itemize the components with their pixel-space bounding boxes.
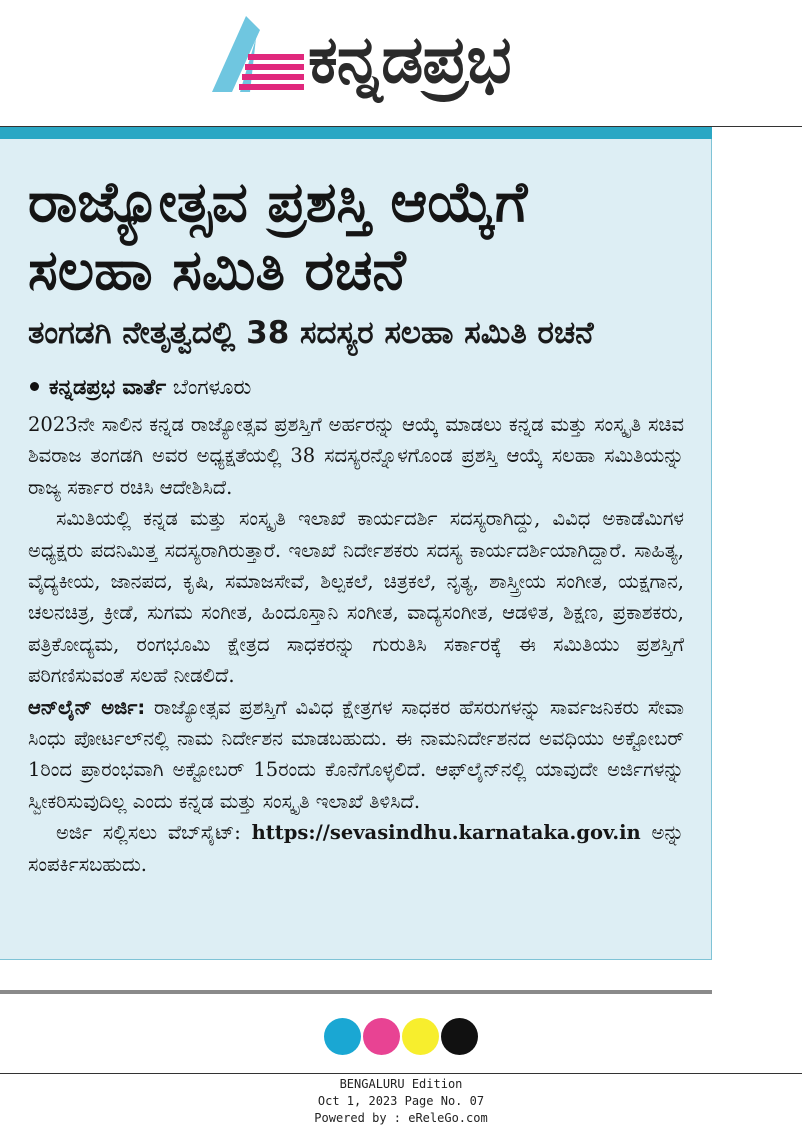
page-footer — [0, 1076, 802, 1127]
footer-powered-by[interactable]: Powered by : eReleGo.com — [314, 1111, 488, 1125]
masthead-brand-name: ಕನ್ನಡಪ್ರಭ — [308, 21, 511, 98]
paragraph-3-text: ರಾಜ್ಯೋತ್ಸವ ಪ್ರಶಸ್ತಿಗೆ ವಿವಿಧ ಕ್ಷೇತ್ರಗಳ ಸಾಧಕರ ಹೆಸರುಗಳನ್ನು ಸಾರ್ವಜನಿಕರು ಸೇವಾ ಸಿಂಧು ಪೋರ್ಟಲ್‌ನಲ್ಲಿ ನಾಮ ನಿರ್ದೇಶನ ಮಾಡಬಹುದು. ಈ ನಾಮನಿರ್ದೇಶನದ ಅವಧಿಯು ಅಕ್ಟೋಬರ್ 1ರಿಂದ ಪ್ರಾರಂಭವಾಗಿ ಅಕ್ಟೋಬರ್ 15ರಂದು ಕೊನೆಗೊಳ್ಳಲಿದೆ. ಆಫ್‌ಲೈನ್‌ನಲ್ಲಿ ಯಾವುದೇ ಅರ್ಜಿಗಳನ್ನು ಸ್ವೀಕರಿಸುವುದಿಲ್ಲ ಎಂದು ಕನ್ನಡ ಮತ್ತು ಸಂಸ್ಕೃತಿ ಇಲಾಖೆ ತಿಳಿಸಿದೆ. — [28, 695, 684, 813]
masthead — [0, 0, 802, 126]
online-application-label: ಆನ್‌ಲೈನ್ ಅರ್ಜಿ: — [28, 695, 146, 719]
footer-edition: BENGALURU Edition — [339, 1077, 463, 1091]
byline-place: ಬೆಂಗಳೂರು — [172, 375, 252, 399]
footer-date-page: Oct 1, 2023 Page No. 07 — [317, 1094, 485, 1108]
article-headline — [28, 169, 698, 305]
article-body — [28, 409, 684, 880]
paragraph-4 — [28, 817, 684, 880]
paragraph-4-tail: ಅನ್ನು ಸಂಪರ್ಕಿಸಬಹುದು. — [28, 821, 685, 876]
triangle-stripes-logo-icon — [212, 14, 304, 94]
cyan-dot-icon — [324, 1018, 361, 1055]
paragraph-3 — [28, 692, 684, 818]
paragraph-4-lead: ಅರ್ಜಿ ಸಲ್ಲಿಸಲು ವೆಬ್‌ಸೈಟ್: — [56, 821, 241, 845]
article-top-bar — [0, 127, 712, 139]
footer-divider — [0, 1073, 802, 1074]
sevasindhu-link[interactable]: https://sevasindhu.karnataka.gov.in — [251, 821, 641, 845]
article-subheadline: ತಂಗಡಗಿ ನೇತೃತ್ವದಲ್ಲಿ 38 ಸದಸ್ಯರ ಸಲಹಾ ಸಮಿತಿ ರಚನೆ — [28, 315, 594, 351]
yellow-dot-icon — [402, 1018, 439, 1055]
black-dot-icon — [441, 1018, 478, 1055]
bottom-divider — [0, 990, 712, 994]
bullet-icon — [30, 382, 39, 391]
paragraph-2: ಸಮಿತಿಯಲ್ಲಿ ಕನ್ನಡ ಮತ್ತು ಸಂಸ್ಕೃತಿ ಇಲಾಖೆ ಕಾರ್ಯದರ್ಶಿ ಸದಸ್ಯರಾಗಿದ್ದು, ವಿವಿಧ ಅಕಾಡೆಮಿಗಳ ಅಧ್ಯಕ್ಷರು ಪದನಿಮಿತ್ತ ಸದಸ್ಯರಾಗಿರುತ್ತಾರೆ. ಇಲಾಖೆ ನಿರ್ದೇಶಕರು ಸದಸ್ಯ ಕಾರ್ಯದರ್ಶಿಯಾಗಿದ್ದಾರೆ. ಸಾಹಿತ್ಯ, ವೈದ್ಯಕೀಯ, ಜಾನಪದ, ಕೃಷಿ, ಸಮಾಜಸೇವೆ, ಶಿಲ್ಪಕಲೆ, ಚಿತ್ರಕಲೆ, ನೃತ್ಯ, ಶಾಸ್ತ್ರೀಯ ಸಂಗೀತ, ಯಕ್ಷಗಾನ, ಚಲನಚಿತ್ರ, ಕ್ರೀಡೆ, ಸುಗಮ ಸಂಗೀತ, ಹಿಂದೂಸ್ತಾನಿ ಸಂಗೀತ, ವಾದ್ಯಸಂಗೀತ, ಆಡಳಿತ, ಶಿಕ್ಷಣ, ಪ್ರಕಾಶಕರು, ಪತ್ರಿಕೋದ್ಯಮ, ರಂಗಭೂಮಿ ಕ್ಷೇತ್ರದ ಸಾಧಕರನ್ನು ಗುರುತಿಸಿ ಸರ್ಕಾರಕ್ಕೆ ಈ ಸಮಿತಿಯು ಪ್ರಶಸ್ತಿಗೆ ಪರಿಗಣಿಸುವಂತೆ ಸಲಹೆ ನೀಡಲಿದೆ. — [28, 507, 684, 688]
news-article — [0, 139, 712, 960]
byline-source: ಕನ್ನಡಪ್ರಭ ವಾರ್ತೆ — [49, 375, 167, 399]
magenta-dot-icon — [363, 1018, 400, 1055]
paragraph-1: 2023ನೇ ಸಾಲಿನ ಕನ್ನಡ ರಾಜ್ಯೋತ್ಸವ ಪ್ರಶಸ್ತಿಗೆ ಅರ್ಹರನ್ನು ಆಯ್ಕೆ ಮಾಡಲು ಕನ್ನಡ ಮತ್ತು ಸಂಸ್ಕೃತಿ ಸಚಿವ ಶಿವರಾಜ ತಂಗಡಗಿ ಅವರ ಅಧ್ಯಕ್ಷತೆಯಲ್ಲಿ 38 ಸದಸ್ಯರನ್ನೊಳಗೊಂಡ ಪ್ರಶಸ್ತಿ ಆಯ್ಕೆ ಸಲಹಾ ಸಮಿತಿಯನ್ನು ರಾಜ್ಯ ಸರ್ಕಾರ ರಚಿಸಿ ಆದೇಶಿಸಿದೆ. — [28, 413, 684, 499]
registration-marks — [324, 1018, 480, 1056]
byline — [28, 373, 251, 401]
headline-line-1: ರಾಜ್ಯೋತ್ಸವ ಪ್ರಶಸ್ತಿ ಆಯ್ಕೆಗೆ — [28, 170, 528, 235]
headline-line-2: ಸಲಹಾ ಸಮಿತಿ ರಚನೆ — [28, 238, 406, 303]
